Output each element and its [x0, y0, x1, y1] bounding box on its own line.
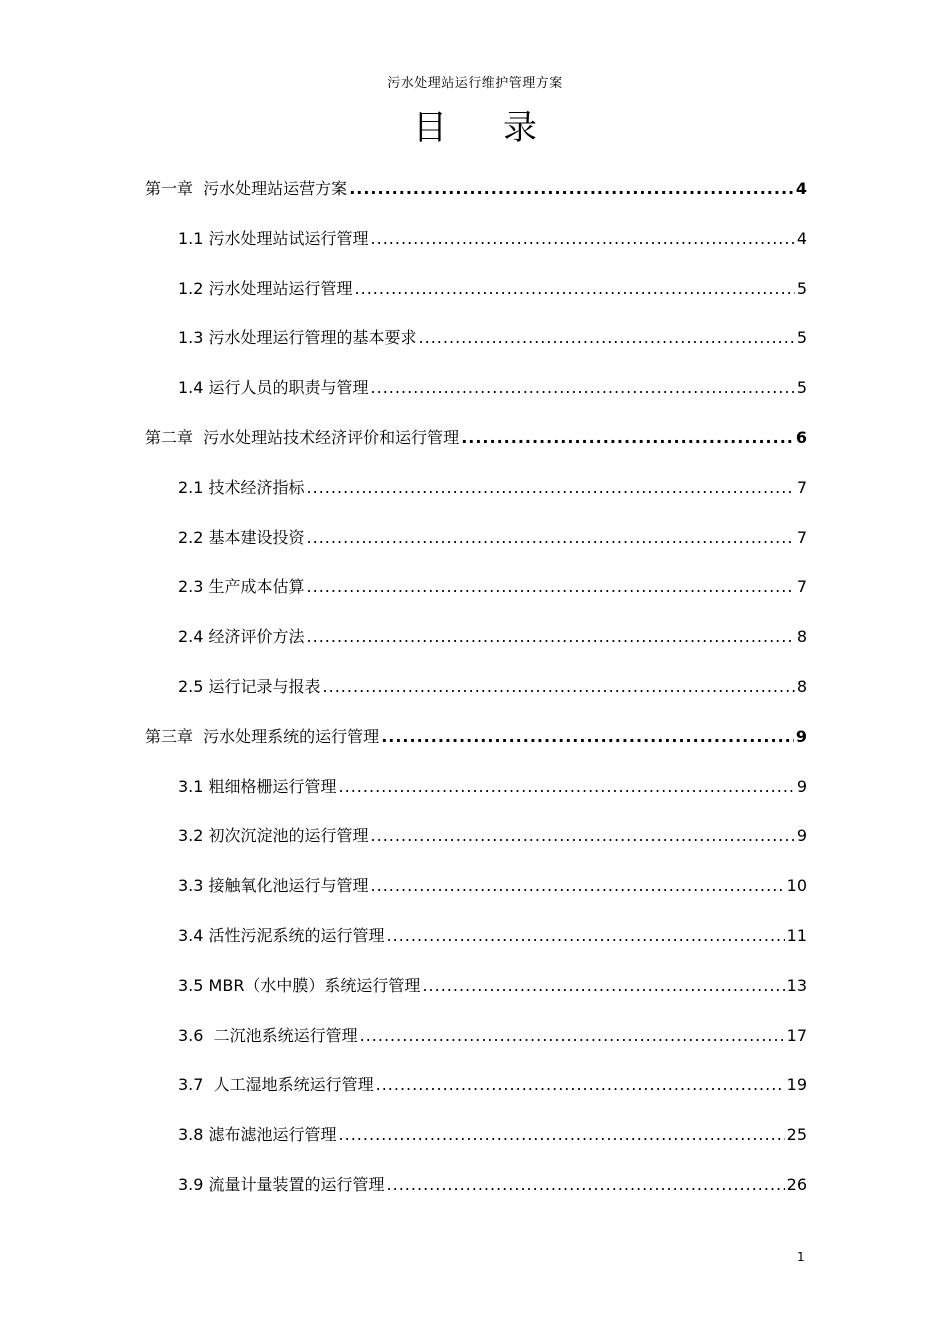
toc-entry-label: 2.3 生产成本估算 — [178, 577, 305, 597]
toc-entry-label: 3.7 人工湿地系统运行管理 — [178, 1075, 374, 1095]
page-number: 1 — [797, 1250, 805, 1264]
toc-dot-leader — [307, 469, 795, 506]
toc-dot-leader — [461, 419, 794, 456]
toc-entry-label: 第二章 污水处理站技术经济评价和运行管理 — [145, 427, 460, 447]
toc-entry-page: 13 — [786, 975, 807, 995]
toc-section-entry[interactable] — [145, 220, 807, 270]
toc-title-char-1: 目 — [413, 108, 447, 148]
toc-entry-page: 5 — [796, 278, 807, 298]
toc-section-entry[interactable] — [145, 519, 807, 569]
toc-section-entry[interactable] — [145, 568, 807, 618]
toc-entry-page: 8 — [796, 627, 807, 647]
toc-section-entry[interactable] — [145, 469, 807, 519]
toc-section-entry[interactable] — [145, 1066, 807, 1116]
toc-entry-page: 9 — [796, 826, 807, 846]
toc-section-entry[interactable] — [145, 967, 807, 1017]
toc-entry-page: 10 — [786, 876, 807, 896]
toc-entry-page: 8 — [796, 676, 807, 696]
toc-entry-page: 7 — [796, 577, 807, 597]
toc-section-entry[interactable] — [145, 917, 807, 967]
toc-entry-label: 2.2 基本建设投资 — [178, 527, 305, 547]
toc-entry-page: 5 — [796, 328, 807, 348]
toc-dot-leader — [349, 170, 794, 207]
toc-section-entry[interactable] — [145, 867, 807, 917]
toc-section-entry[interactable] — [145, 817, 807, 867]
toc-dot-leader — [387, 917, 785, 954]
toc-entry-page: 4 — [795, 179, 807, 198]
toc-entry-label: 第一章 污水处理站运营方案 — [145, 179, 348, 198]
toc-entry-page: 25 — [786, 1125, 807, 1145]
toc-dot-leader — [419, 319, 795, 356]
toc-section-entry[interactable] — [145, 270, 807, 320]
toc-dot-leader — [307, 519, 795, 556]
toc-dot-leader — [339, 1116, 785, 1153]
toc-entry-label: 第三章 污水处理系统的运行管理 — [145, 726, 380, 746]
toc-entry-label: 3.3 接触氧化池运行与管理 — [178, 876, 369, 896]
table-of-contents — [145, 170, 807, 1216]
toc-dot-leader — [360, 1017, 785, 1054]
toc-dot-leader — [376, 1066, 785, 1103]
toc-entry-label: 3.6 二沉池系统运行管理 — [178, 1025, 358, 1045]
toc-entry-page: 6 — [795, 427, 807, 447]
toc-section-entry[interactable] — [145, 319, 807, 369]
toc-entry-page: 11 — [786, 925, 807, 945]
toc-dot-leader — [387, 1166, 785, 1203]
toc-entry-label: 3.2 初次沉淀池的运行管理 — [178, 826, 369, 846]
toc-dot-leader — [339, 768, 795, 805]
toc-section-entry[interactable] — [145, 768, 807, 818]
toc-dot-leader — [307, 568, 795, 605]
toc-entry-label: 2.4 经济评价方法 — [178, 627, 305, 647]
toc-title-char-2: 录 — [503, 108, 537, 148]
toc-entry-page: 9 — [795, 726, 807, 746]
toc-dot-leader — [381, 718, 794, 755]
toc-section-entry[interactable] — [145, 1017, 807, 1067]
toc-dot-leader — [371, 220, 795, 257]
toc-entry-label: 2.1 技术经济指标 — [178, 477, 305, 497]
toc-dot-leader — [371, 369, 795, 406]
toc-section-entry[interactable] — [145, 1116, 807, 1166]
toc-entry-label: 1.1 污水处理站试运行管理 — [178, 228, 369, 248]
toc-section-entry[interactable] — [145, 1166, 807, 1216]
toc-dot-leader — [371, 867, 785, 904]
toc-chapter-entry[interactable] — [145, 718, 807, 768]
toc-entry-label: 2.5 运行记录与报表 — [178, 676, 321, 696]
toc-section-entry[interactable] — [145, 668, 807, 718]
toc-title — [0, 100, 950, 149]
toc-entry-page: 4 — [796, 228, 807, 248]
toc-dot-leader — [422, 967, 784, 1004]
toc-entry-label: 3.4 活性污泥系统的运行管理 — [178, 925, 385, 945]
toc-entry-label: 1.2 污水处理站运行管理 — [178, 278, 353, 298]
toc-entry-page: 26 — [786, 1174, 807, 1194]
toc-entry-page: 7 — [796, 477, 807, 497]
toc-dot-leader — [371, 817, 795, 854]
toc-dot-leader — [355, 270, 795, 307]
toc-entry-label: 3.1 粗细格栅运行管理 — [178, 776, 337, 796]
toc-chapter-entry[interactable] — [145, 419, 807, 469]
toc-section-entry[interactable] — [145, 618, 807, 668]
toc-dot-leader — [323, 668, 795, 705]
toc-entry-label: 3.5 MBR（水中膜）系统运行管理 — [178, 975, 421, 995]
toc-entry-page: 7 — [796, 527, 807, 547]
toc-entry-page: 17 — [786, 1025, 807, 1045]
toc-entry-page: 19 — [786, 1075, 807, 1095]
toc-section-entry[interactable] — [145, 369, 807, 419]
toc-dot-leader — [307, 618, 795, 655]
toc-entry-label: 3.9 流量计量装置的运行管理 — [178, 1174, 385, 1194]
running-header: 污水处理站运行维护管理方案 — [387, 76, 563, 91]
toc-entry-label: 3.8 滤布滤池运行管理 — [178, 1125, 337, 1145]
toc-entry-page: 9 — [796, 776, 807, 796]
toc-entry-label: 1.3 污水处理运行管理的基本要求 — [178, 328, 417, 348]
toc-chapter-entry[interactable] — [145, 170, 807, 220]
toc-entry-label: 1.4 运行人员的职责与管理 — [178, 378, 369, 398]
toc-entry-page: 5 — [796, 378, 807, 398]
